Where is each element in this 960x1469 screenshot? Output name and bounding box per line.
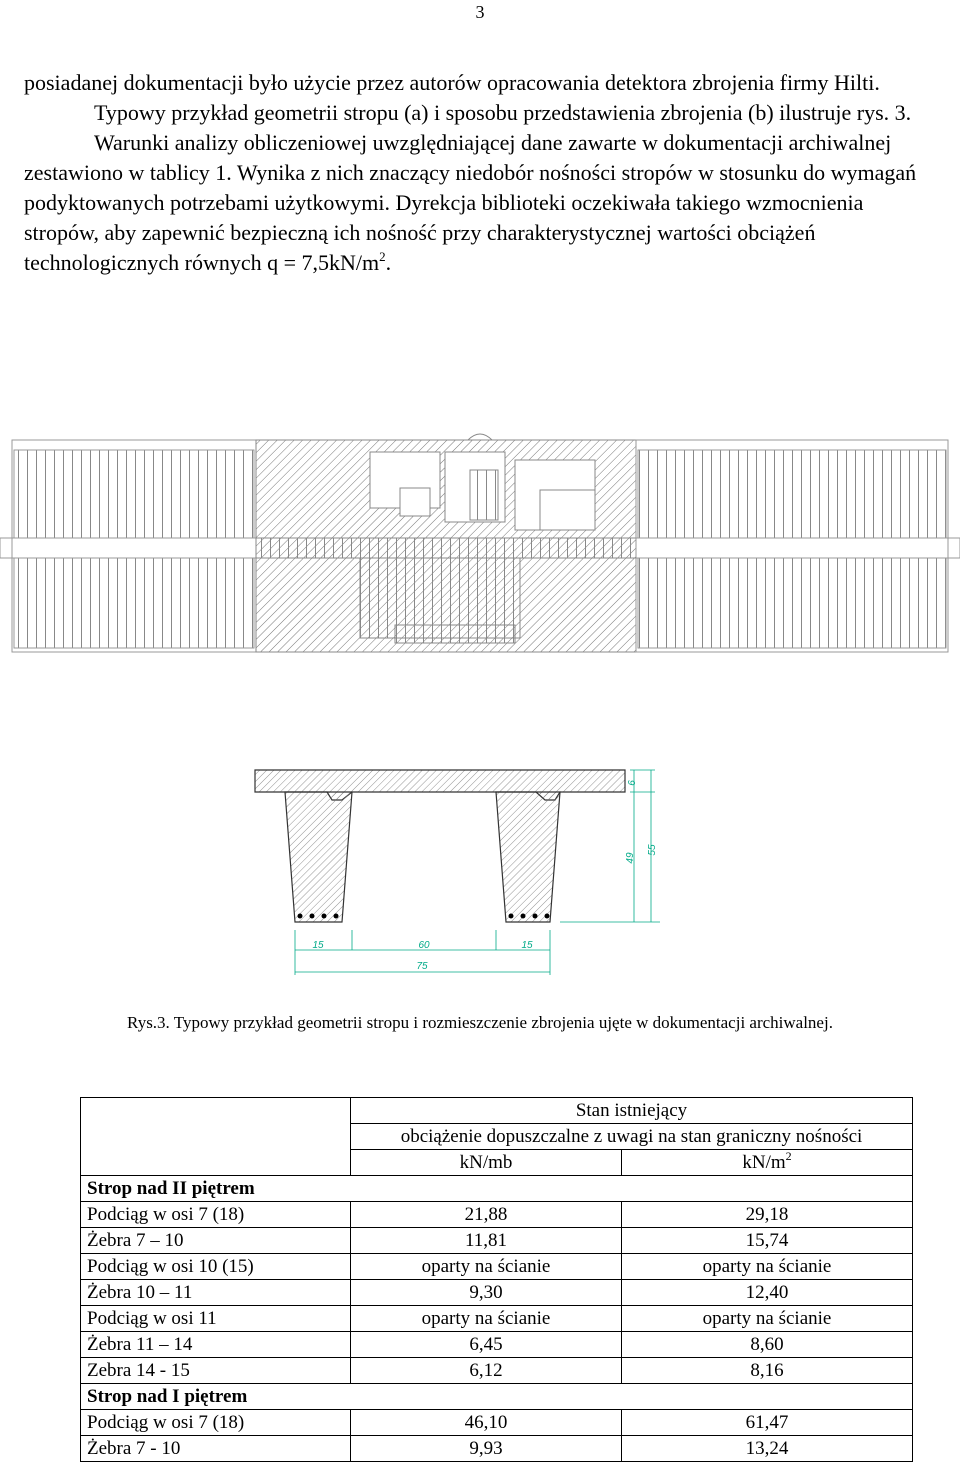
header-title: Stan istniejący: [351, 1098, 913, 1124]
plan-left-wing: [0, 440, 256, 652]
dimension-right-overhang: 15: [521, 940, 533, 951]
plan-right-wing: [636, 440, 960, 652]
table-cell-value-kn-m2: 29,18: [622, 1202, 913, 1228]
table-cell-value-kn-mb: 21,88: [351, 1202, 622, 1228]
dimension-spacing: 60: [418, 940, 430, 951]
paragraph-1: posiadanej dokumentacji było użycie przez autorów opracowania detektora zbrojenia firmy Hilti.: [24, 70, 880, 95]
table-cell-label: Żebra 7 – 10: [81, 1228, 351, 1254]
table-cell-value-kn-mb: 6,45: [351, 1332, 622, 1358]
table-cell-value-kn-m2: oparty na ścianie: [622, 1306, 913, 1332]
table-cell-value-kn-mb: 9,30: [351, 1280, 622, 1306]
floor-plan-drawing: [0, 420, 960, 670]
table-row: [81, 1254, 913, 1280]
reinforcement-bars: [298, 914, 550, 919]
header-subtitle: obciążenie dopuszczalne z uwagi na stan graniczny nośności: [351, 1124, 913, 1150]
table-cell-value-kn-m2: 15,74: [622, 1228, 913, 1254]
table-cell-label: Żebra 7 - 10: [81, 1436, 351, 1462]
table-cell-value-kn-mb: oparty na ścianie: [351, 1306, 622, 1332]
dimension-total-width: 75: [416, 961, 428, 972]
page-number: 3: [475, 2, 485, 22]
table-cell-label: Podciąg w osi 10 (15): [81, 1254, 351, 1280]
table-cell-label: Żebra 11 – 14: [81, 1332, 351, 1358]
table-cell-label: Żebra 10 – 11: [81, 1280, 351, 1306]
dimension-total-height: 55: [647, 844, 658, 856]
plan-central-block: [256, 434, 636, 652]
header-unit-2: $kN/m^2$: [622, 1150, 913, 1176]
paragraph-2: Typowy przykład geometrii stropu (a) i sposobu przedstawienia zbrojenia (b) ilustruje rys. 3.: [94, 100, 912, 125]
slab-rib-right: [496, 792, 560, 922]
dimension-web: 49: [625, 852, 636, 864]
table-cell-value-kn-m2: 13,24: [622, 1436, 913, 1462]
slab-rib-left: [285, 792, 352, 922]
table-cell-value-kn-m2: 8,60: [622, 1332, 913, 1358]
table-cell-value-kn-mb: 46,10: [351, 1410, 622, 1436]
slab-section-drawing: [230, 750, 700, 980]
table-cell-label: Podciąg w osi 7 (18): [81, 1202, 351, 1228]
table-section-title: Strop nad I piętrem: [81, 1384, 913, 1410]
table-row: [81, 1332, 913, 1358]
table-row: [81, 1306, 913, 1332]
table-section-row: [81, 1384, 913, 1410]
table-row: [81, 1202, 913, 1228]
table-cell-label: Podciąg w osi 7 (18): [81, 1410, 351, 1436]
table-cell-label: Podciąg w osi 11: [81, 1306, 351, 1332]
table-cell-value-kn-mb: 9,93: [351, 1436, 622, 1462]
dimension-left-overhang: 15: [312, 940, 324, 951]
table-row: [81, 1358, 913, 1384]
table-row: [81, 1436, 913, 1462]
table-cell-value-kn-m2: 8,16: [622, 1358, 913, 1384]
table-cell-value-kn-mb: 6,12: [351, 1358, 622, 1384]
table-cell-value-kn-m2: 12,40: [622, 1280, 913, 1306]
table-cell-value-kn-mb: oparty na ścianie: [351, 1254, 622, 1280]
table-section-title: Strop nad II piętrem: [81, 1176, 913, 1202]
table-row: [81, 1228, 913, 1254]
table-section-row: [81, 1176, 913, 1202]
dimension-flange: 6: [627, 780, 638, 786]
table-cell-value-kn-mb: 11,81: [351, 1228, 622, 1254]
table-row: [81, 1280, 913, 1306]
capacity-table: [80, 1097, 913, 1462]
table-row: [81, 1410, 913, 1436]
header-unit-1: kN/mb: [351, 1150, 622, 1176]
table-cell-value-kn-m2: 61,47: [622, 1410, 913, 1436]
body-text: [24, 68, 934, 278]
table-cell-label: Zebra 14 - 15: [81, 1358, 351, 1384]
figure-caption: Rys.3. Typowy przykład geometrii stropu i rozmieszczenie zbrojenia ujęte w dokumentacji archiwalnej.: [127, 1013, 833, 1032]
table-cell-value-kn-m2: oparty na ścianie: [622, 1254, 913, 1280]
paragraph-3: Warunki analizy obliczeniowej uwzględniającej dane zawarte w dokumentacji archiwalnej zestawiono w tablicy 1. Wynika z nich znaczący niedobór nośności stropów w stosunku do wymagań podyktowanych potrzebami użytkowymi. Dyrekcja biblioteki oczekiwała takiego wzmocnienia stropów, aby zapewnić bezpieczną ich nośność przy charakterystycznej wartości obciążeń technologicznych równych $q = 7,5kN/m^2$.: [24, 130, 917, 275]
header-empty-cell: [81, 1098, 351, 1176]
